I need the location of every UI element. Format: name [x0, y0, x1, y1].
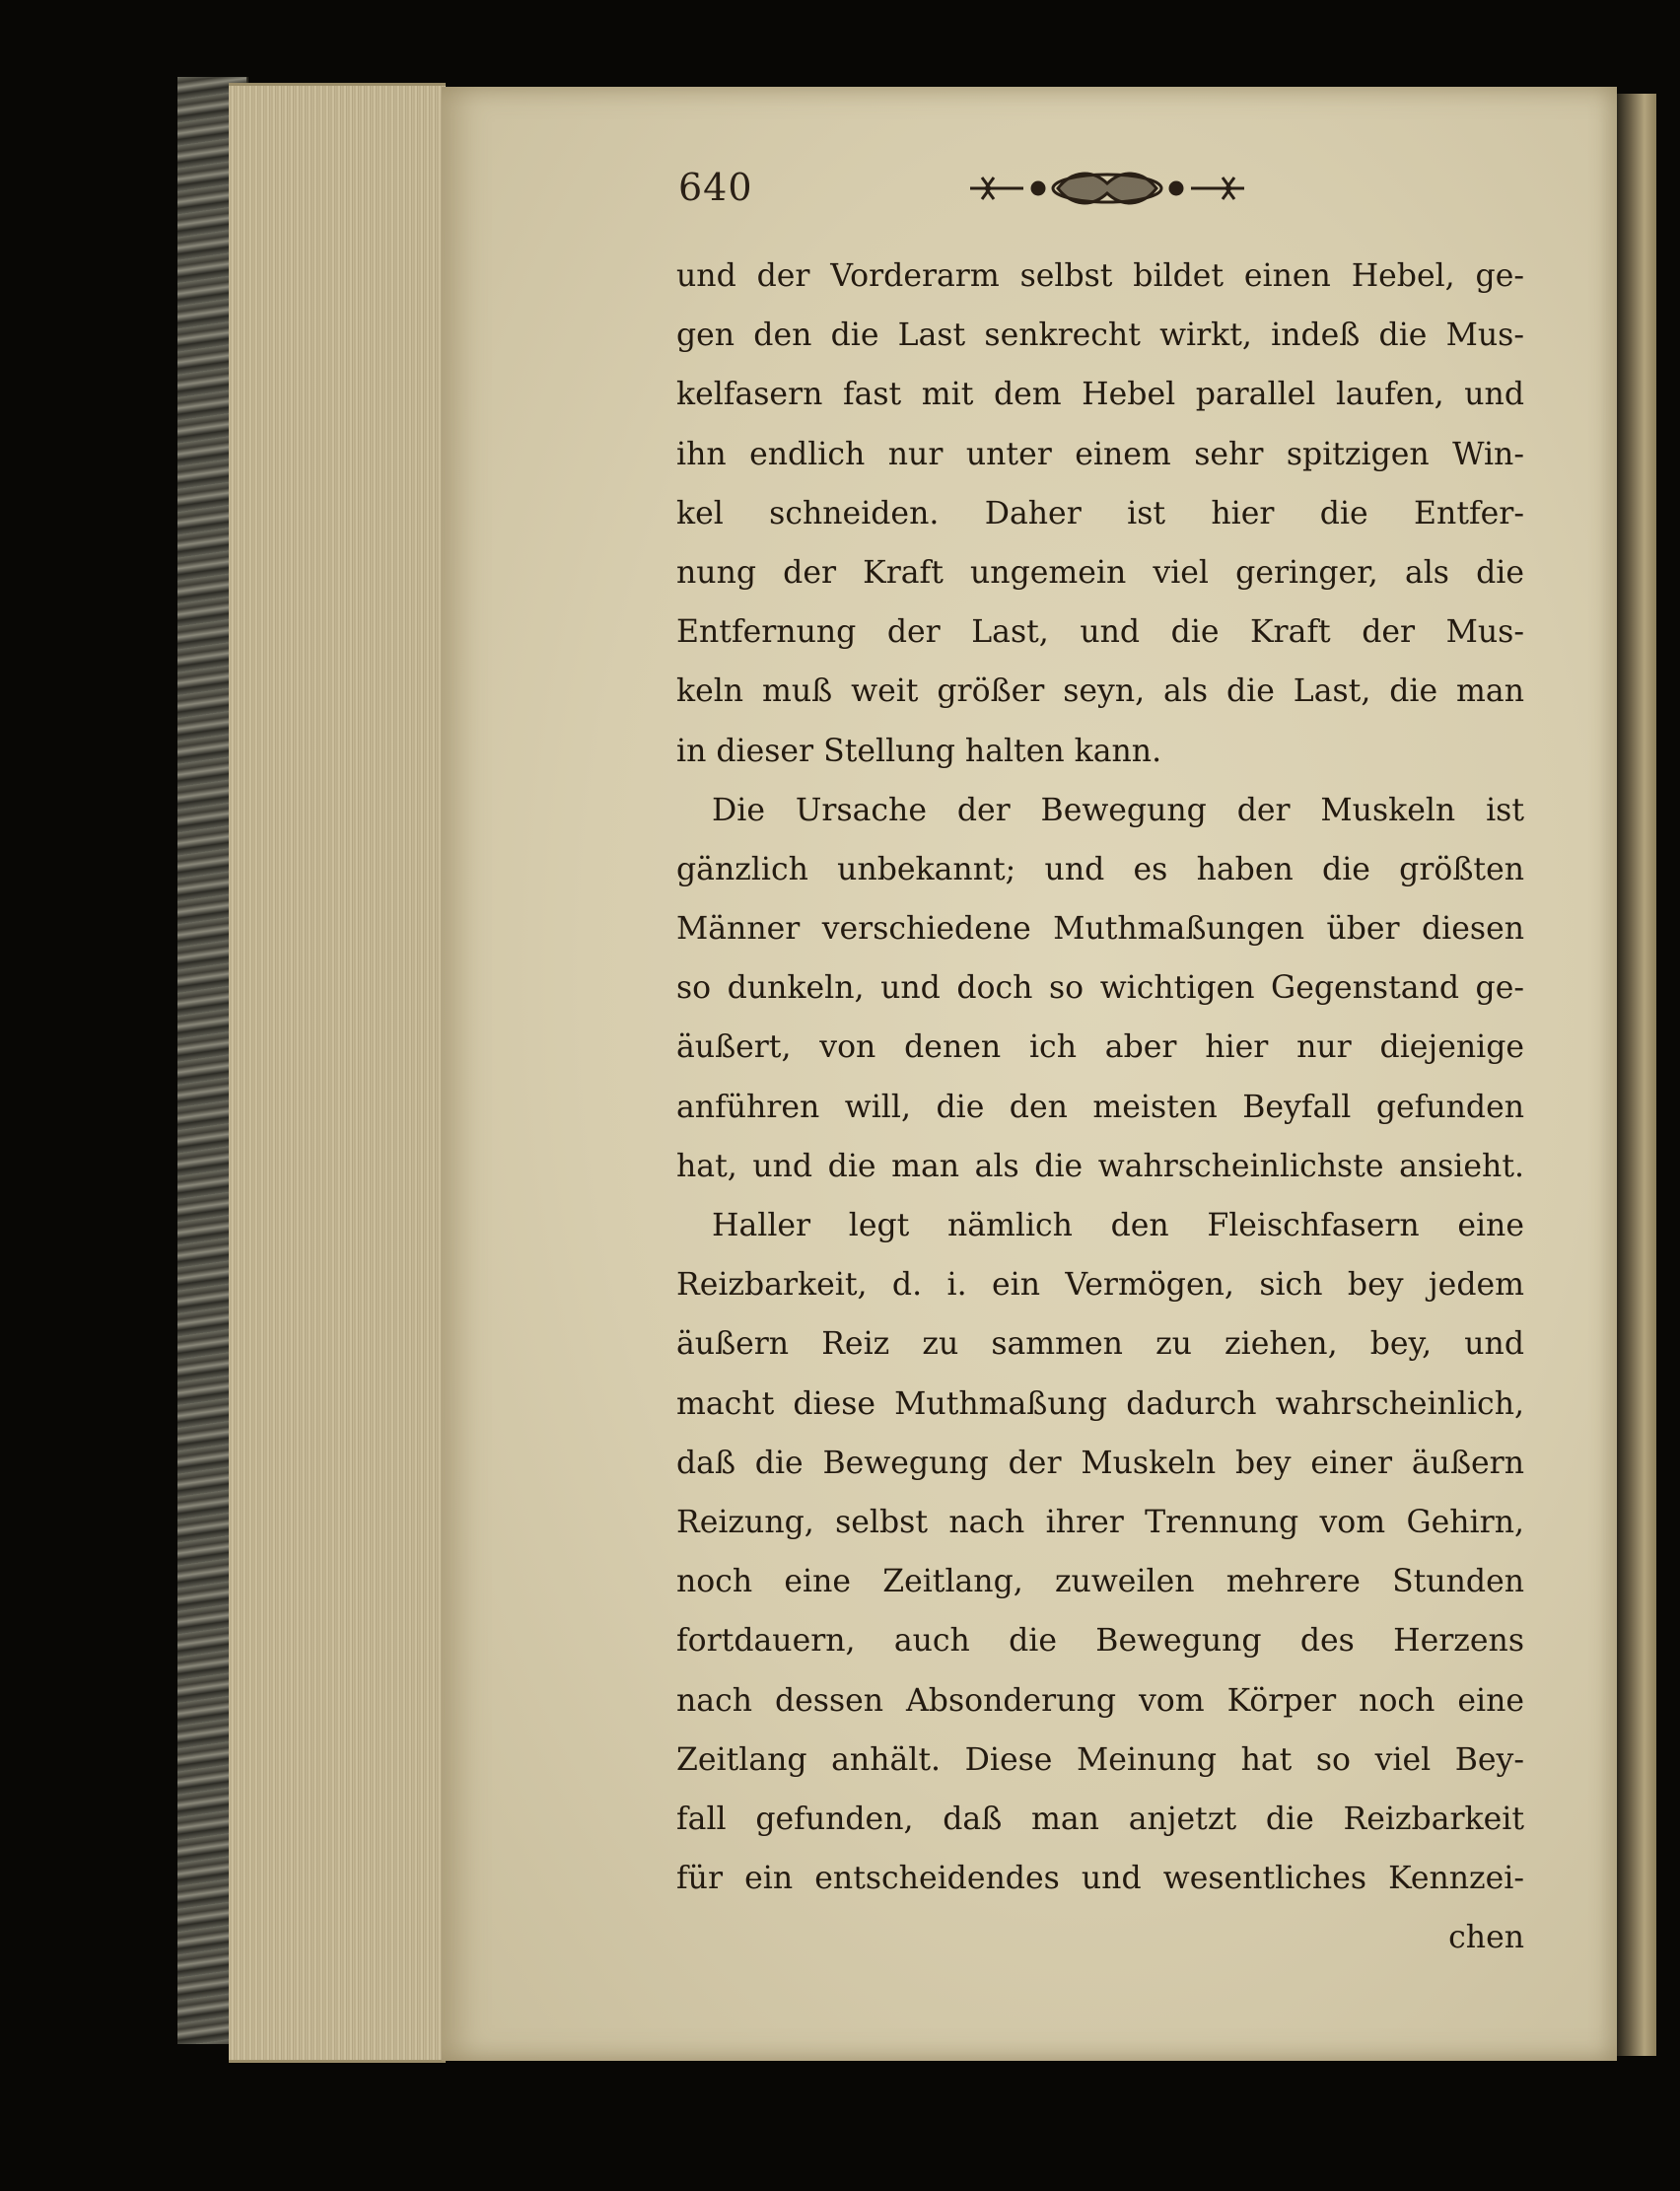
text-line: fall gefunden, daß man anjetzt die Reizbarkeit — [676, 1801, 1524, 1837]
text-line: anführen will, die den meisten Beyfall gefunden — [676, 1089, 1524, 1125]
text-line: und der Vorderarm selbst bildet einen Hebel, ge- — [676, 258, 1524, 294]
text-line: fortdauern, auch die Bewegung des Herzens — [676, 1623, 1524, 1660]
text-line: keln muß weit größer seyn, als die Last, die man — [676, 673, 1524, 710]
text-line: nach dessen Absonderung vom Körper noch eine — [676, 1682, 1524, 1719]
text-line: kel schneiden. Daher ist hier die Entfer- — [676, 495, 1524, 531]
page-number: 640 — [678, 166, 753, 209]
text-line: äußert, von denen ich aber hier nur diejenige — [676, 1029, 1524, 1066]
decorative-headpiece-icon — [964, 166, 1250, 211]
text-line: Zeitlang anhält. Diese Meinung hat so viel Bey- — [676, 1741, 1524, 1778]
text-line: so dunkeln, und doch so wichtigen Gegenstand ge- — [676, 970, 1524, 1007]
text-line: nung der Kraft ungemein viel geringer, als die — [676, 554, 1524, 591]
text-line: für ein entscheidendes und wesentliches Kennzei- — [676, 1861, 1524, 1897]
text-line: gänzlich unbekannt; und es haben die größten — [676, 851, 1524, 887]
paragraph-start-line: Haller legt nämlich den Fleischfasern eine — [712, 1208, 1524, 1243]
text-line: in dieser Stellung halten kann. — [676, 733, 1162, 769]
facing-page-edge — [1617, 94, 1656, 2056]
page-edges — [229, 83, 446, 2063]
body-text — [676, 247, 1524, 1967]
text-line: Männer verschiedene Muthmaßungen über diesen — [676, 911, 1524, 948]
text-line: noch eine Zeitlang, zuweilen mehrere Stunden — [676, 1564, 1524, 1600]
paragraph-start-line: Die Ursache der Bewegung der Muskeln ist — [712, 792, 1524, 828]
text-line: kelfasern fast mit dem Hebel parallel laufen, und — [676, 377, 1524, 413]
text-line: daß die Bewegung der Muskeln bey einer äußern — [676, 1445, 1524, 1481]
text-line: Reizung, selbst nach ihrer Trennung vom Gehirn, — [676, 1504, 1524, 1540]
text-line: macht diese Muthmaßung dadurch wahrscheinlich, — [676, 1385, 1524, 1422]
text-line: gen den die Last senkrecht wirkt, indeß die Mus- — [676, 318, 1524, 354]
text-line: äußern Reiz zu sammen zu ziehen, bey, und — [676, 1326, 1524, 1363]
text-line: hat, und die man als die wahrscheinlichste ansieht. — [676, 1148, 1524, 1184]
catchword: chen — [1448, 1920, 1524, 1956]
text-line: Reizbarkeit, d. i. ein Vermögen, sich bey jedem — [676, 1267, 1524, 1304]
text-line: Entfernung der Last, und die Kraft der Mus- — [676, 614, 1524, 651]
text-line: ihn endlich nur unter einem sehr spitzigen Win- — [676, 436, 1524, 472]
